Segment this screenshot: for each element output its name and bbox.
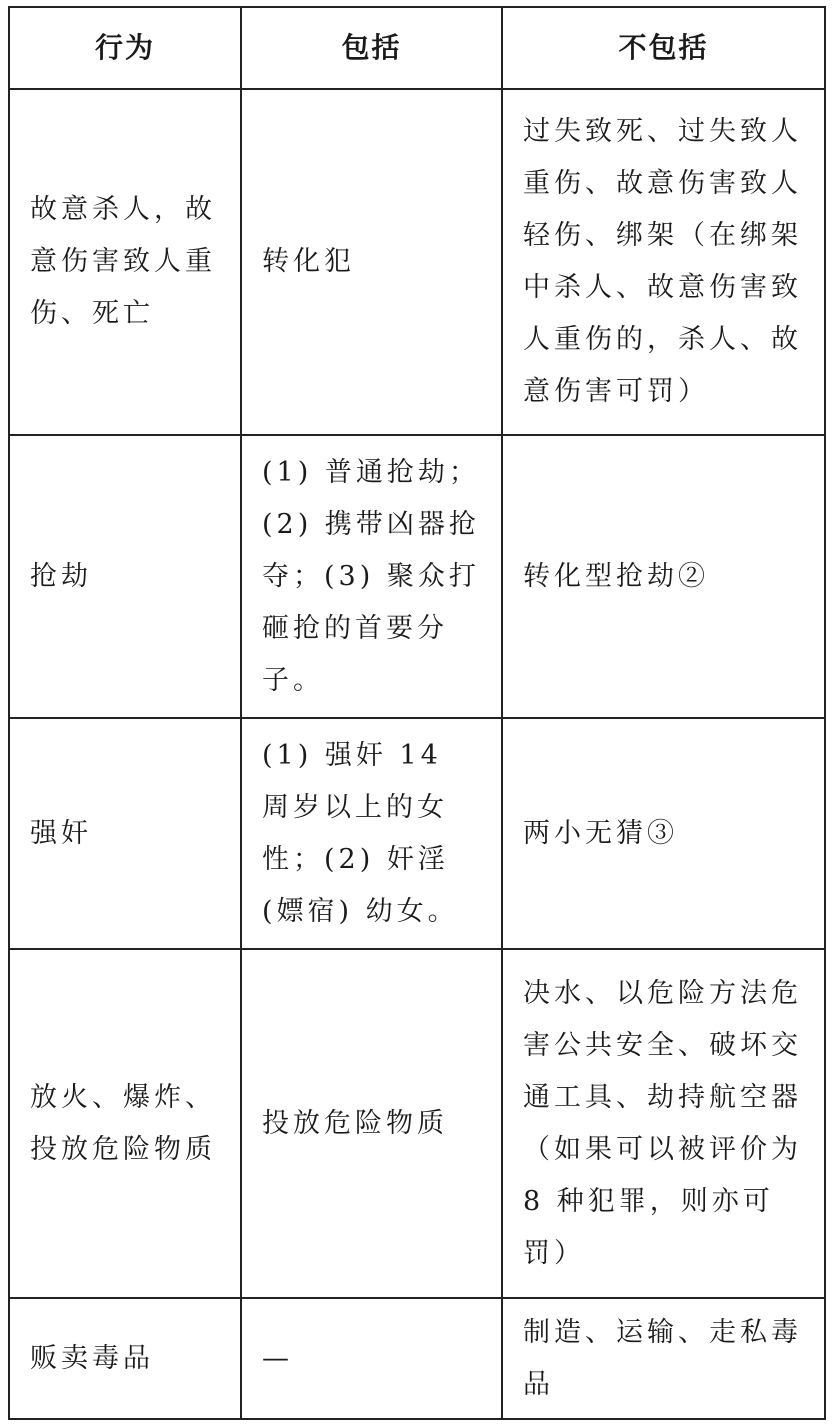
cell-behavior: 故意杀人，故意伤害致人重伤、死亡 <box>9 89 241 435</box>
cell-excludes: 过失致死、过失致人重伤、故意伤害致人轻伤、绑架（在绑架中杀人、故意伤害致人重伤的，杀人、故意伤害可罚） <box>502 89 825 435</box>
cell-includes: 投放危险物质 <box>241 949 502 1298</box>
table-header-row <box>9 7 825 89</box>
crime-scope-table <box>8 6 826 1420</box>
cell-includes: (1) 普通抢劫；(2) 携带凶器抢夺；(3) 聚众打砸抢的首要分子。 <box>241 435 502 718</box>
table-row <box>9 435 825 718</box>
cell-excludes: 制造、运输、走私毒品 <box>502 1298 825 1419</box>
table-row <box>9 1298 825 1419</box>
cell-behavior: 强奸 <box>9 718 241 949</box>
table-row <box>9 718 825 949</box>
cell-includes: — <box>241 1298 502 1419</box>
header-excludes: 不包括 <box>502 7 825 89</box>
table-row <box>9 949 825 1298</box>
cell-behavior: 抢劫 <box>9 435 241 718</box>
cell-excludes: 决水、以危险方法危害公共安全、破坏交通工具、劫持航空器（如果可以被评价为 8 种犯罪，则亦可罚） <box>502 949 825 1298</box>
header-includes: 包括 <box>241 7 502 89</box>
cell-includes: (1) 强奸 14 周岁以上的女性；(2) 奸淫(嫖宿) 幼女。 <box>241 718 502 949</box>
cell-behavior: 贩卖毒品 <box>9 1298 241 1419</box>
table-row <box>9 89 825 435</box>
cell-excludes: 转化型抢劫② <box>502 435 825 718</box>
cell-excludes: 两小无猜③ <box>502 718 825 949</box>
cell-behavior: 放火、爆炸、投放危险物质 <box>9 949 241 1298</box>
header-behavior: 行为 <box>9 7 241 89</box>
cell-includes: 转化犯 <box>241 89 502 435</box>
